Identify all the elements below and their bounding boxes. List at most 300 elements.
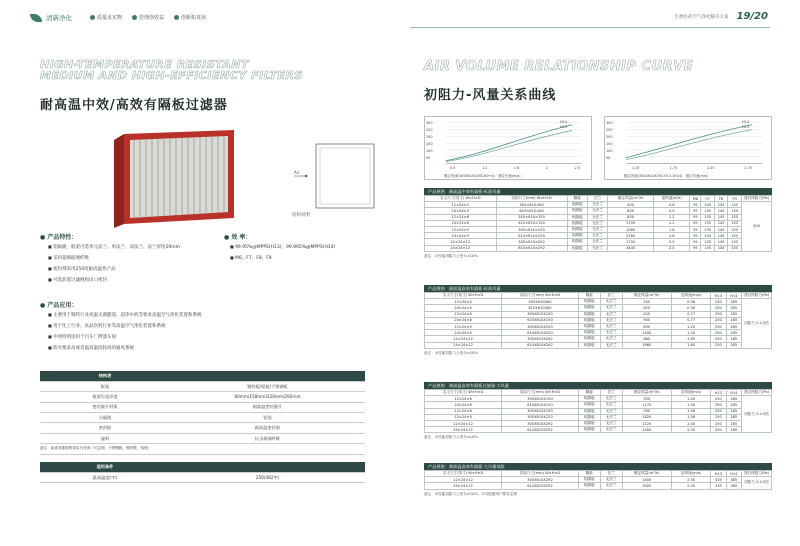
table-cell: 无法兰	[600, 299, 622, 305]
table-cell: 铝隔板	[578, 299, 600, 305]
table-cell: 200	[622, 299, 671, 305]
table-cell: 铝隔板	[578, 311, 600, 317]
table-cell: 285	[726, 414, 741, 420]
table-cell: 385	[726, 483, 741, 489]
table-cell: 1.56	[671, 414, 710, 420]
table-cell: 145	[714, 208, 728, 214]
table-cell: 610X610X150	[502, 317, 579, 323]
table-cell: 250	[711, 427, 726, 433]
table-cell: 铝隔板	[578, 342, 600, 348]
table-cell: 145	[714, 214, 728, 220]
table-header-cell: 额定风量(m³/h)	[622, 293, 671, 299]
final-resistance: 300	[742, 202, 772, 252]
table-cell: 95	[690, 233, 701, 239]
table-cell: 铝隔板	[578, 317, 600, 323]
table-cell: 铝隔板	[567, 239, 587, 245]
table-cell: 285	[726, 427, 741, 433]
table-cell: 650	[622, 323, 671, 329]
table-cell: 420	[622, 311, 671, 317]
table-cell: 12×24×12	[425, 420, 502, 426]
page-number: 19/20	[736, 11, 768, 22]
table-header-cell: F8	[714, 196, 728, 202]
table-header-cell: H13	[711, 471, 726, 477]
table-header-cell: F7	[701, 196, 715, 202]
table-header-cell: F9	[728, 196, 742, 202]
table-cell: 250	[711, 420, 726, 426]
table-cell: 3400	[608, 245, 654, 251]
table-cell: 2.50	[671, 477, 710, 483]
table-cell: 145	[714, 245, 728, 251]
table-cell: 420	[622, 305, 671, 311]
table-cell: 285	[726, 299, 741, 305]
table-header-cell: 隔板	[578, 471, 600, 477]
page-header	[0, 0, 800, 52]
applications-list	[48, 310, 368, 354]
table-cell: 250	[711, 336, 726, 342]
table-header-cell: 法兰	[600, 390, 622, 396]
table-cell: 285	[726, 420, 741, 426]
table-cell: 335	[711, 483, 726, 489]
table-header-cell: 建议终阻力(Pa)	[742, 293, 772, 299]
table-cell: 610×610×220	[496, 233, 567, 239]
table-cell: 610×610×80	[496, 208, 567, 214]
table-cell: 145	[714, 202, 728, 208]
table-cell: 铝隔板	[578, 336, 600, 342]
table-cell: 铝隔板	[578, 408, 600, 414]
table-cell: 12×24×9	[425, 323, 502, 329]
table-cell: 12×24×9	[425, 226, 497, 232]
table-cell: 0.77	[671, 317, 710, 323]
table-cell: 135	[701, 208, 715, 214]
chart1-y-ticks: 300 250 200 150 100 50	[426, 121, 433, 160]
table-header-cell: H14	[726, 471, 741, 477]
table-header-cell: M6	[690, 196, 701, 202]
filter-product-image	[110, 126, 242, 230]
table-cell: 250	[711, 396, 726, 402]
table-note: 备注：①性能初阻力公差为±10%	[424, 350, 478, 355]
table-cell: 305X610X220	[502, 323, 579, 329]
table-cell: 305X610X150	[502, 311, 579, 317]
table-cell: 2160	[608, 233, 654, 239]
table-cell: 305X610X150	[502, 408, 579, 414]
table-cell: 无法兰	[600, 330, 622, 336]
table-cell: 无法兰	[600, 408, 622, 414]
table-cell: 铝隔板	[567, 214, 587, 220]
table-cell: 铝隔板	[567, 202, 587, 208]
table-cell: 305X610X150	[502, 396, 579, 402]
table-caption: 产品规格：耐高温中效有隔板·标准风量	[424, 188, 772, 195]
table-cell: 860	[622, 336, 671, 342]
header-right	[675, 11, 768, 22]
table-cell: 610X610X292	[502, 427, 579, 433]
table-cell: 无法兰	[600, 414, 622, 420]
table-cell: 1.00	[671, 402, 710, 408]
conditions-title: 适用条件	[40, 462, 170, 472]
table-cell: 24×24×6	[425, 402, 502, 408]
table-cell: 铝隔板	[578, 402, 600, 408]
table-caption: 产品规格：耐高温高效有隔板·大风量低阻	[424, 463, 772, 470]
table-cell: 1700	[608, 239, 654, 245]
table-cell: 135	[701, 226, 715, 232]
table-header-cell: 迎风速(m/s)	[671, 390, 710, 396]
table-cell: 24×24×12	[425, 483, 502, 489]
table-cell: 1.20	[671, 330, 710, 336]
table-cell: 2400	[622, 427, 671, 433]
table-cell: 1860	[622, 342, 671, 348]
efficiency-item: ■ 99.95%@MPPS(H13)，99.995%@MPPS(H14)	[230, 242, 390, 253]
efficiency-title: ● 效 率：	[224, 234, 252, 241]
table-cell: 1120	[622, 420, 671, 426]
table-header-cell: 法兰	[587, 196, 607, 202]
efficiency-item: ■ M6、F7、F8、F9	[230, 253, 390, 264]
chart1-footer: 额定风速(305X610X292-80+A) · 额定风速(m/s)	[444, 174, 521, 178]
table-cell: 285	[726, 402, 741, 408]
table-cell: 305X610X292	[502, 336, 579, 342]
table-cell: 无法兰	[600, 477, 622, 483]
table-row	[425, 427, 772, 433]
table-header-cell: 隔板	[578, 390, 600, 396]
table-cell: 250	[711, 323, 726, 329]
table-header-cell: 额定风量(m³/h)	[622, 390, 671, 396]
table-cell: 305×610×220	[496, 226, 567, 232]
table-cell: 135	[701, 245, 715, 251]
table-cell: 155	[728, 202, 742, 208]
chart1-x-ticks: 0.5 1.2 1.6 2 2.5	[450, 166, 580, 170]
table-cell: 850	[608, 214, 654, 220]
table-cell: 95	[690, 226, 701, 232]
table-header-cell: 额定风量(m³/h)	[622, 471, 671, 477]
application-item: ■ 防火要求高或者温高温度较高的通风系统	[48, 343, 368, 354]
table-cell: 铝隔板	[578, 323, 600, 329]
table-cell: 250	[711, 342, 726, 348]
chart1-legend: H14 H13	[560, 120, 567, 129]
page-title-right: 初阻力-风量关系曲线	[424, 88, 557, 103]
table-header-cell: 建议终阻力(Pa)	[742, 390, 772, 396]
table-cell: 95	[690, 214, 701, 220]
spec-table-3	[424, 382, 772, 440]
table-header-cell: 名义尺寸(英寸) W×H×D	[425, 390, 502, 396]
table-header-cell: 法兰	[600, 293, 622, 299]
table-cell: 400	[608, 202, 654, 208]
table-cell: 3000	[622, 483, 671, 489]
spec-note: 备注：如需其他规格请另行咨询（可定制，不锈钢框、镀锌框、铝框）	[40, 444, 365, 454]
table-cell: 250	[711, 402, 726, 408]
diagram-caption: 结构说明	[292, 213, 310, 218]
table-cell: 155	[728, 214, 742, 220]
table-cell: 155	[728, 220, 742, 226]
table-cell: 2.5	[653, 245, 689, 251]
table-cell: 95	[690, 245, 701, 251]
table-cell: 305X610X220	[502, 414, 579, 420]
table-cell: 无法兰	[600, 396, 622, 402]
table-cell: 155	[728, 239, 742, 245]
table-row	[425, 245, 772, 251]
table-cell: 铝隔板	[578, 427, 600, 433]
feature-item: ■ 可选前置过滤网和出口密封	[48, 275, 238, 286]
table-header-cell: 迎风速(m/s)	[671, 471, 710, 477]
table-cell: 24×24×9	[425, 330, 502, 336]
table-cell: 305×610×150	[496, 214, 567, 220]
table-cell: 1.6	[653, 226, 689, 232]
features-list	[48, 242, 238, 286]
spec-table-2	[424, 285, 772, 356]
spec-table-4	[424, 463, 772, 497]
brand-logo: 清新净化	[30, 13, 72, 22]
table-cell: 12×24×9	[425, 414, 502, 420]
table-cell: 1400	[622, 477, 671, 483]
table-cell: 145	[714, 220, 728, 226]
table-cell: 无法兰	[600, 402, 622, 408]
features-title: ● 产品特性：	[40, 234, 78, 241]
table-cell: 铝隔板	[567, 208, 587, 214]
table-cell: 610X610X150	[502, 402, 579, 408]
table-cell: 900	[622, 317, 671, 323]
table-cell: 12×24×12	[425, 239, 497, 245]
table-cell: 0.36	[671, 305, 710, 311]
table-cell: 铝隔板	[578, 396, 600, 402]
application-item: ■ 用于化工行业、食品饮料行业等高温空气净化装置和系统	[48, 321, 368, 332]
table-cell: 1080	[608, 226, 654, 232]
table-cell: 1700	[608, 220, 654, 226]
table-cell: 250	[711, 317, 726, 323]
table-cell: 1.60	[671, 336, 710, 342]
table-cell: 285	[726, 342, 741, 348]
table-cell: 305X610X292	[502, 420, 579, 426]
table-cell: 12×24×6	[425, 408, 502, 414]
table-cell: 2.50	[671, 483, 710, 489]
table-cell: 250	[711, 305, 726, 311]
table-cell: 285	[726, 330, 741, 336]
title-en-right: AIR VOLUME RELATIONSHIP CURVE	[424, 59, 694, 74]
table-cell: 12×24×12	[425, 477, 502, 483]
slogan-2: 管理创效益	[132, 14, 164, 21]
table-cell: 12×24×3	[425, 299, 502, 305]
table-cell: 285	[726, 317, 741, 323]
table-cell: 305×610×292	[496, 239, 567, 245]
table-cell: 无法兰	[600, 305, 622, 311]
slogan-3: 创新拓发展	[174, 14, 206, 21]
table-cell: 250	[711, 311, 726, 317]
table-row	[425, 483, 772, 489]
table-cell: 铝隔板	[567, 220, 587, 226]
title-en-line-1: HIGH-TEMPERATURE RESISTANT	[40, 58, 249, 71]
table-header-cell: 名义尺寸(英寸) W×H×D	[425, 293, 502, 299]
table-cell: 12×24×3	[425, 202, 497, 208]
table-cell: 1620	[622, 414, 671, 420]
final-resistance: 初阻力 2-2.5倍	[742, 396, 772, 433]
table-cell: 155	[728, 233, 742, 239]
table-cell: 0.6	[653, 202, 689, 208]
table-cell: 无法兰	[600, 336, 622, 342]
table-cell: 无法兰	[587, 202, 607, 208]
table-cell: 铝隔板	[578, 420, 600, 426]
final-resistance: 初阻力 2-2.5倍	[742, 477, 772, 489]
table-cell: 1.2	[653, 214, 689, 220]
table-cell: 无法兰	[587, 245, 607, 251]
table-cell: 无法兰	[587, 220, 607, 226]
table-cell: 铝隔板	[567, 226, 587, 232]
structure-table: 结构表 框架 镀锌板/铝板/不锈钢板 框架可选厚度 80mm/150mm/220mm/292mm 密封胶片材质 耐高温密封胶片 分隔线 铝箔 密封胶 耐高温密封胶 滤料 抗水玻璃纤维 备注：如需其他规格请另行咨询（可定制，不锈钢框、镀锌框、铝框） 适用条件 最高温度(℃) 250(482℉)	[40, 371, 365, 483]
table-cell: 95	[690, 220, 701, 226]
table-cell: 335	[711, 477, 726, 483]
spec-table-title: 结构表	[40, 371, 170, 381]
header-slogans	[90, 14, 206, 21]
table-note: 备注：①性能初阻力公差为±10%	[424, 253, 478, 258]
table-cell: 无法兰	[587, 239, 607, 245]
table-cell: 550	[622, 396, 671, 402]
table-cell: 无法兰	[600, 311, 622, 317]
table-header-cell: 实际尺寸(mm) W×H×D	[502, 471, 579, 477]
feature-item: ■ 铝隔板，框架可选单元法兰、单法兰、双法兰、法兰厚度20mm	[48, 242, 238, 253]
table-cell: 285	[726, 336, 741, 342]
efficiency-list	[230, 242, 390, 264]
table-cell: 155	[728, 226, 742, 232]
table-cell: 铝隔板	[578, 305, 600, 311]
table-cell: 250	[711, 414, 726, 420]
table-cell: 无法兰	[600, 427, 622, 433]
table-cell: 285	[726, 323, 741, 329]
table-cell: 610×610×150	[496, 220, 567, 226]
final-resistance: 初阻力 2-2.5倍	[742, 299, 772, 349]
table-cell: 铝隔板	[578, 414, 600, 420]
table-cell: 305X610X80	[502, 299, 579, 305]
table-cell: 1.2	[653, 220, 689, 226]
table-note: 备注：①性能初阻力公差为±10%	[424, 435, 478, 440]
table-note: 备注：①性能初阻力公差为±10%，②可根据用户要求定制	[424, 491, 517, 496]
table-cell: 135	[701, 220, 715, 226]
table-cell: 12×24×6	[425, 311, 502, 317]
table-cell: 1400	[622, 330, 671, 336]
table-cell: 24×24×6	[425, 317, 502, 323]
slogan-1: 质量求实物	[90, 14, 122, 21]
table-cell: 1.20	[671, 323, 710, 329]
applications-title: ● 产品应用：	[40, 302, 78, 309]
table-cell: 2.00	[671, 427, 710, 433]
table-cell: 305×610×80	[496, 202, 567, 208]
table-cell: 无法兰	[600, 483, 622, 489]
table-header-cell: 名义尺寸(英寸) W×H×D	[425, 196, 497, 202]
table-cell: 24×24×3	[425, 208, 497, 214]
table-cell: 无法兰	[587, 208, 607, 214]
table-cell: 250	[711, 408, 726, 414]
table-cell: 12×24×6	[425, 396, 502, 402]
table-cell: 155	[728, 245, 742, 251]
table-cell: 无法兰	[587, 226, 607, 232]
table-header-cell: 名义尺寸(英寸) W×H×D	[425, 471, 502, 477]
table-cell: 145	[714, 239, 728, 245]
application-item: ■ 中效特别适用于汽车厂烤漆车间	[48, 332, 368, 343]
page-title-left: 耐高温中效/高效有隔板过滤器	[40, 98, 228, 113]
airflow-label: Air	[294, 170, 300, 175]
table-cell: 铝隔板	[578, 330, 600, 336]
table-cell: 铝隔板	[578, 477, 600, 483]
table-cell: 610X610X292	[502, 483, 579, 489]
table-cell: 305X610X292	[502, 477, 579, 483]
table-header-cell: H14	[726, 390, 741, 396]
table-cell: 无法兰	[587, 233, 607, 239]
table-cell: 95	[690, 239, 701, 245]
table-cell: 24×24×12	[425, 427, 502, 433]
table-cell: 1170	[622, 402, 671, 408]
table-header-cell: 建议终阻力(Pa)	[742, 471, 772, 477]
table-cell: 385	[726, 477, 741, 483]
table-cell: 24×24×12	[425, 342, 502, 348]
table-cell: 无法兰	[600, 323, 622, 329]
table-header-cell: H13	[711, 293, 726, 299]
table-header-cell: 实际尺寸(mm) W×H×D	[502, 390, 579, 396]
spec-table-1	[424, 188, 772, 259]
table-cell: 铝隔板	[567, 233, 587, 239]
table-cell: 无法兰	[600, 317, 622, 323]
table-cell: 610X610X220	[502, 330, 579, 336]
application-item: ■ 主要用于制药行业高温灭菌隧道、超净中药等要求高温空气净化装置和系统	[48, 310, 368, 321]
table-cell: 24×24×3	[425, 305, 502, 311]
table-cell: 24×24×9	[425, 233, 497, 239]
table-cell: 135	[701, 202, 715, 208]
table-header-cell: 迎风速(m/s)	[653, 196, 689, 202]
table-cell: 135	[701, 214, 715, 220]
table-cell: 155	[728, 208, 742, 214]
table-header-cell: H13	[711, 390, 726, 396]
table-cell: 145	[714, 233, 728, 239]
table-cell: 24×24×12	[425, 245, 497, 251]
table-cell: 950	[622, 408, 671, 414]
table-header-cell: 隔板	[567, 196, 587, 202]
table-cell: 285	[726, 311, 741, 317]
table-cell: 12×24×6	[425, 214, 497, 220]
table-cell: 无法兰	[600, 420, 622, 426]
header-subtitle: 生物医药空气净化解决方案	[674, 14, 729, 20]
table-cell: 610×610×292	[496, 245, 567, 251]
table-cell: 1.56	[671, 408, 710, 414]
table-header-cell: 建议终阻力(Pa)	[742, 196, 772, 202]
title-en-line-2: MEDIUM AND HIGH-EFFICIENCY FILTERS	[40, 69, 303, 82]
table-cell: 0.36	[671, 299, 710, 305]
table-cell: 无法兰	[600, 342, 622, 348]
chart2-x-ticks: 1.25 1.75 2.25 2.75	[632, 166, 752, 170]
table-cell: 250	[711, 330, 726, 336]
table-cell: 95	[690, 202, 701, 208]
table-cell: 610X610X80	[502, 305, 579, 311]
table-row	[425, 342, 772, 348]
table-cell: 12×24×12	[425, 336, 502, 342]
header-divider	[410, 27, 770, 28]
table-header-cell: 隔板	[578, 293, 600, 299]
table-cell: 610X610X292	[502, 342, 579, 348]
leaf-icon	[30, 14, 42, 22]
table-cell: 95	[690, 208, 701, 214]
table-cell: 无法兰	[587, 214, 607, 220]
table-cell: 800	[608, 208, 654, 214]
table-cell: 135	[701, 233, 715, 239]
table-cell: 铝隔板	[578, 483, 600, 489]
table-cell: 285	[726, 396, 741, 402]
table-cell: 0.9	[653, 208, 689, 214]
table-caption: 产品规格：耐高温高效有隔板·标准风量	[424, 285, 772, 292]
table-cell: 135	[701, 239, 715, 245]
table-cell: 145	[714, 226, 728, 232]
feature-item: ■ 密封剂采用250度耐高温性产品	[48, 264, 238, 275]
table-header-cell: H14	[726, 293, 741, 299]
table-cell: 1.60	[671, 342, 710, 348]
table-caption: 产品规格：耐高温高效有隔板过滤器·大风量	[424, 382, 772, 389]
table-cell: 1.6	[653, 233, 689, 239]
chart2-footer: 额定风速(305X610X292-H13.1H14) · 额定风速(m/s)	[624, 174, 709, 178]
table-header-cell: 迎风速(m/s)	[671, 293, 710, 299]
chart2-legend: H14 H13	[742, 120, 749, 129]
table-cell: 1.00	[671, 396, 710, 402]
table-header-cell: 实际尺寸(mm) W×H×D	[502, 293, 579, 299]
